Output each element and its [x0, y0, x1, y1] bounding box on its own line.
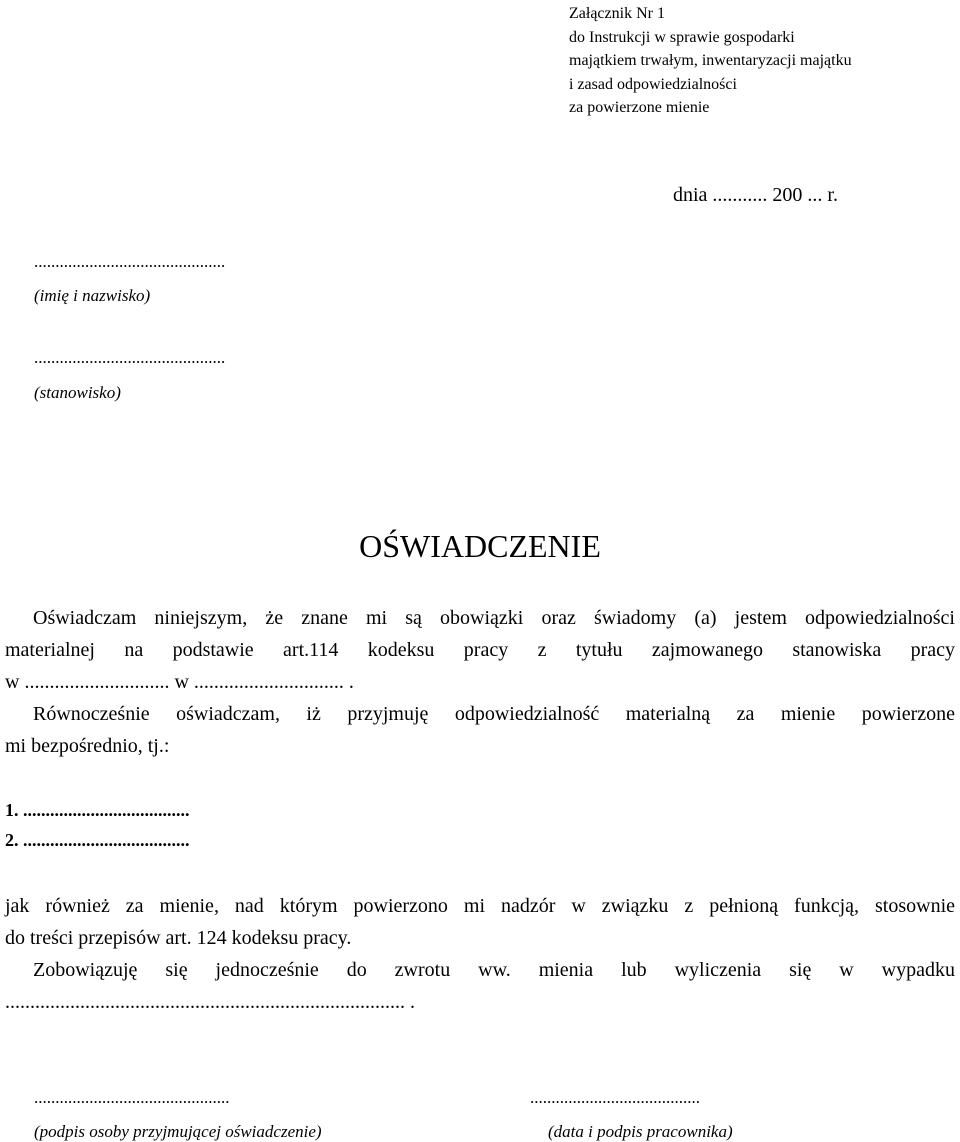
- signature-left-dots: ..............................................: [34, 1088, 230, 1107]
- body-line-4: Równocześnie oświadczam, iż przyjmuję odpowiedzialność materialną za mienie powierzone: [33, 703, 955, 725]
- annex-line-4: i zasad odpowiedzialności: [569, 75, 737, 93]
- position-caption: (stanowisko): [34, 383, 121, 402]
- annex-line-2: do Instrukcji w sprawie gospodarki: [569, 28, 795, 46]
- name-caption: (imię i nazwisko): [34, 286, 151, 305]
- annex-line-5: za powierzone mienie: [569, 99, 710, 116]
- body2-line-4: ................................................................................ .: [5, 991, 415, 1013]
- list-item: 2. .....................................: [5, 830, 190, 850]
- body2-line-3: Zobowiązuję się jednocześnie do zwrotu ww. mienia lub wyliczenia się w wypadku: [33, 959, 955, 981]
- body2-line-2: do treści przepisów art. 124 kodeksu pracy.: [5, 927, 352, 949]
- annex-header: [569, 2, 852, 120]
- body-line-5: mi bezpośrednio, tj.:: [5, 735, 170, 757]
- document-title: OŚWIADCZENIE: [359, 528, 601, 564]
- date-line: dnia ........... 200 ... r.: [673, 184, 838, 206]
- body-line-1: Oświadczam niniejszym, że znane mi są obowiązki oraz świadomy (a) jestem odpowiedzialności: [33, 607, 955, 629]
- body2-line-1: jak również za mienie, nad którym powierzono mi nadzór w związku z pełnioną funkcją, stosownie: [5, 895, 955, 917]
- name-dots: .............................................: [34, 252, 226, 271]
- annex-line-1: Załącznik Nr 1: [569, 5, 665, 22]
- position-dots: .............................................: [34, 348, 226, 367]
- body-line-3: w ............................. w .............................. .: [5, 671, 354, 693]
- list-item: 1. .....................................: [5, 800, 190, 820]
- signature-right-dots: ........................................: [530, 1088, 700, 1107]
- body-line-2: materialnej na podstawie art.114 kodeksu pracy z tytułu zajmowanego stanowiska pracy: [5, 639, 955, 661]
- signature-left-caption: (podpis osoby przyjmującej oświadczenie): [34, 1122, 322, 1141]
- signature-right-caption: (data i podpis pracownika): [548, 1122, 733, 1141]
- annex-line-3: majątkiem trwałym, inwentaryzacji majątku: [569, 52, 852, 69]
